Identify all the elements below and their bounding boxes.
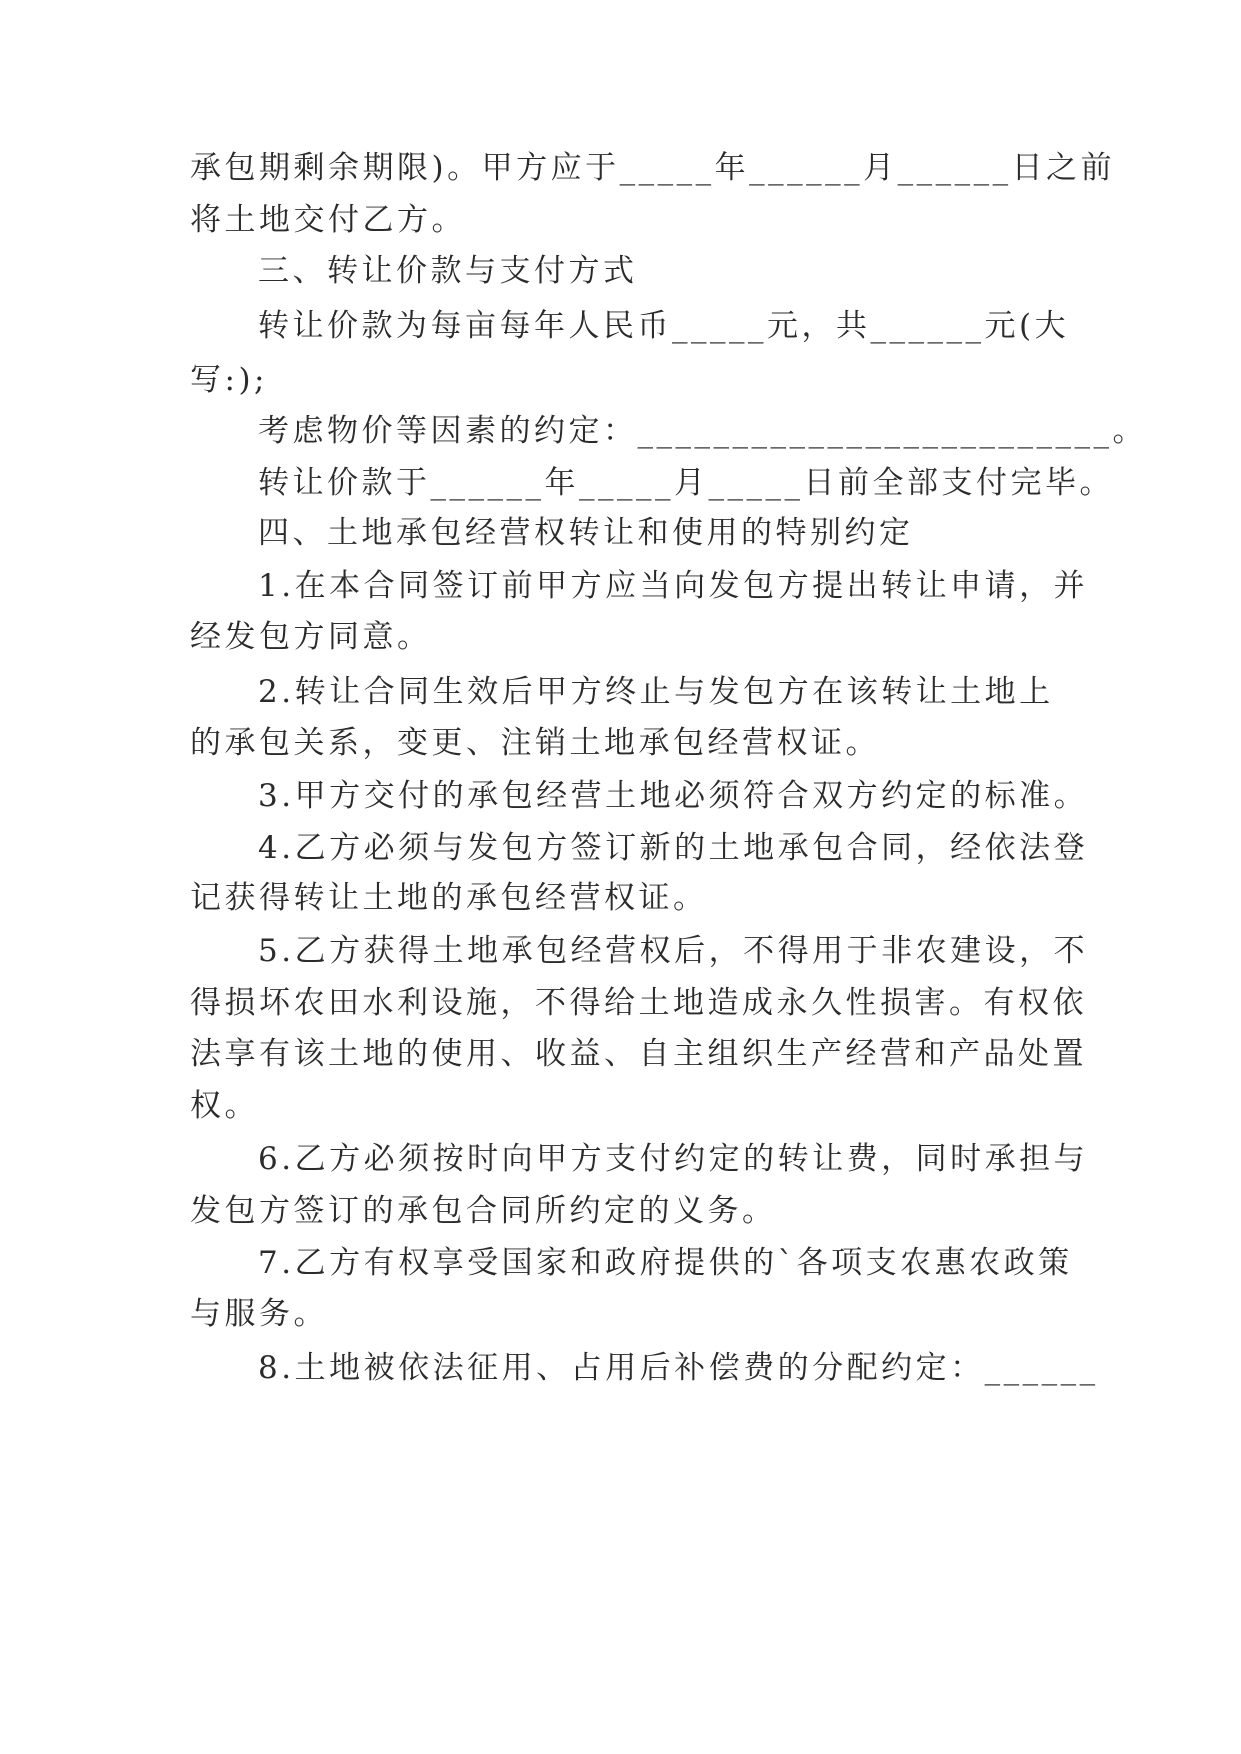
paragraph-line: 权。: [190, 1088, 259, 1124]
section-heading: 四、土地承包经营权转让和使用的特别约定: [258, 515, 914, 551]
paragraph-line: 考虑物价等因素的约定：_________________________。: [258, 413, 1147, 449]
paragraph-line: 法享有该土地的使用、收益、自主组织生产经营和产品处置: [190, 1036, 1087, 1072]
paragraph-line: 转让价款为每亩每年人民币_____元，共______元(大: [258, 308, 1070, 344]
list-item: 7.乙方有权享受国家和政府提供的`各项支农惠农政策: [258, 1245, 1073, 1281]
paragraph-line: 的承包关系，变更、注销土地承包经营权证。: [190, 725, 880, 761]
paragraph-line: 将土地交付乙方。: [190, 202, 466, 238]
list-item: 3.甲方交付的承包经营土地必须符合双方约定的标准。: [258, 778, 1089, 814]
paragraph-line: 承包期剩余期限)。甲方应于_____年______月______日之前: [190, 150, 1116, 186]
section-heading: 三、转让价款与支付方式: [258, 253, 638, 289]
list-item: 8.土地被依法征用、占用后补偿费的分配约定：______: [258, 1350, 1099, 1386]
paragraph-line: 转让价款于______年_____月_____日前全部支付完毕。: [258, 465, 1114, 501]
list-item: 5.乙方获得土地承包经营权后，不得用于非农建设，不: [258, 933, 1089, 969]
paragraph-line: 得损坏农田水利设施，不得给土地造成永久性损害。有权依: [190, 985, 1087, 1021]
list-item: 6.乙方必须按时向甲方支付约定的转让费，同时承担与: [258, 1141, 1089, 1177]
paragraph-line: 与服务。: [190, 1296, 328, 1332]
list-item: 2.转让合同生效后甲方终止与发包方在该转让土地上: [258, 674, 1054, 710]
list-item: 1.在本合同签订前甲方应当向发包方提出转让申请，并: [258, 568, 1089, 604]
paragraph-line: 发包方签订的承包合同所约定的义务。: [190, 1193, 777, 1229]
paragraph-line: 经发包方同意。: [190, 619, 432, 655]
paragraph-line: 写:);: [190, 362, 268, 398]
paragraph-line: 记获得转让土地的承包经营权证。: [190, 880, 708, 916]
list-item: 4.乙方必须与发包方签订新的土地承包合同，经依法登: [258, 830, 1089, 866]
